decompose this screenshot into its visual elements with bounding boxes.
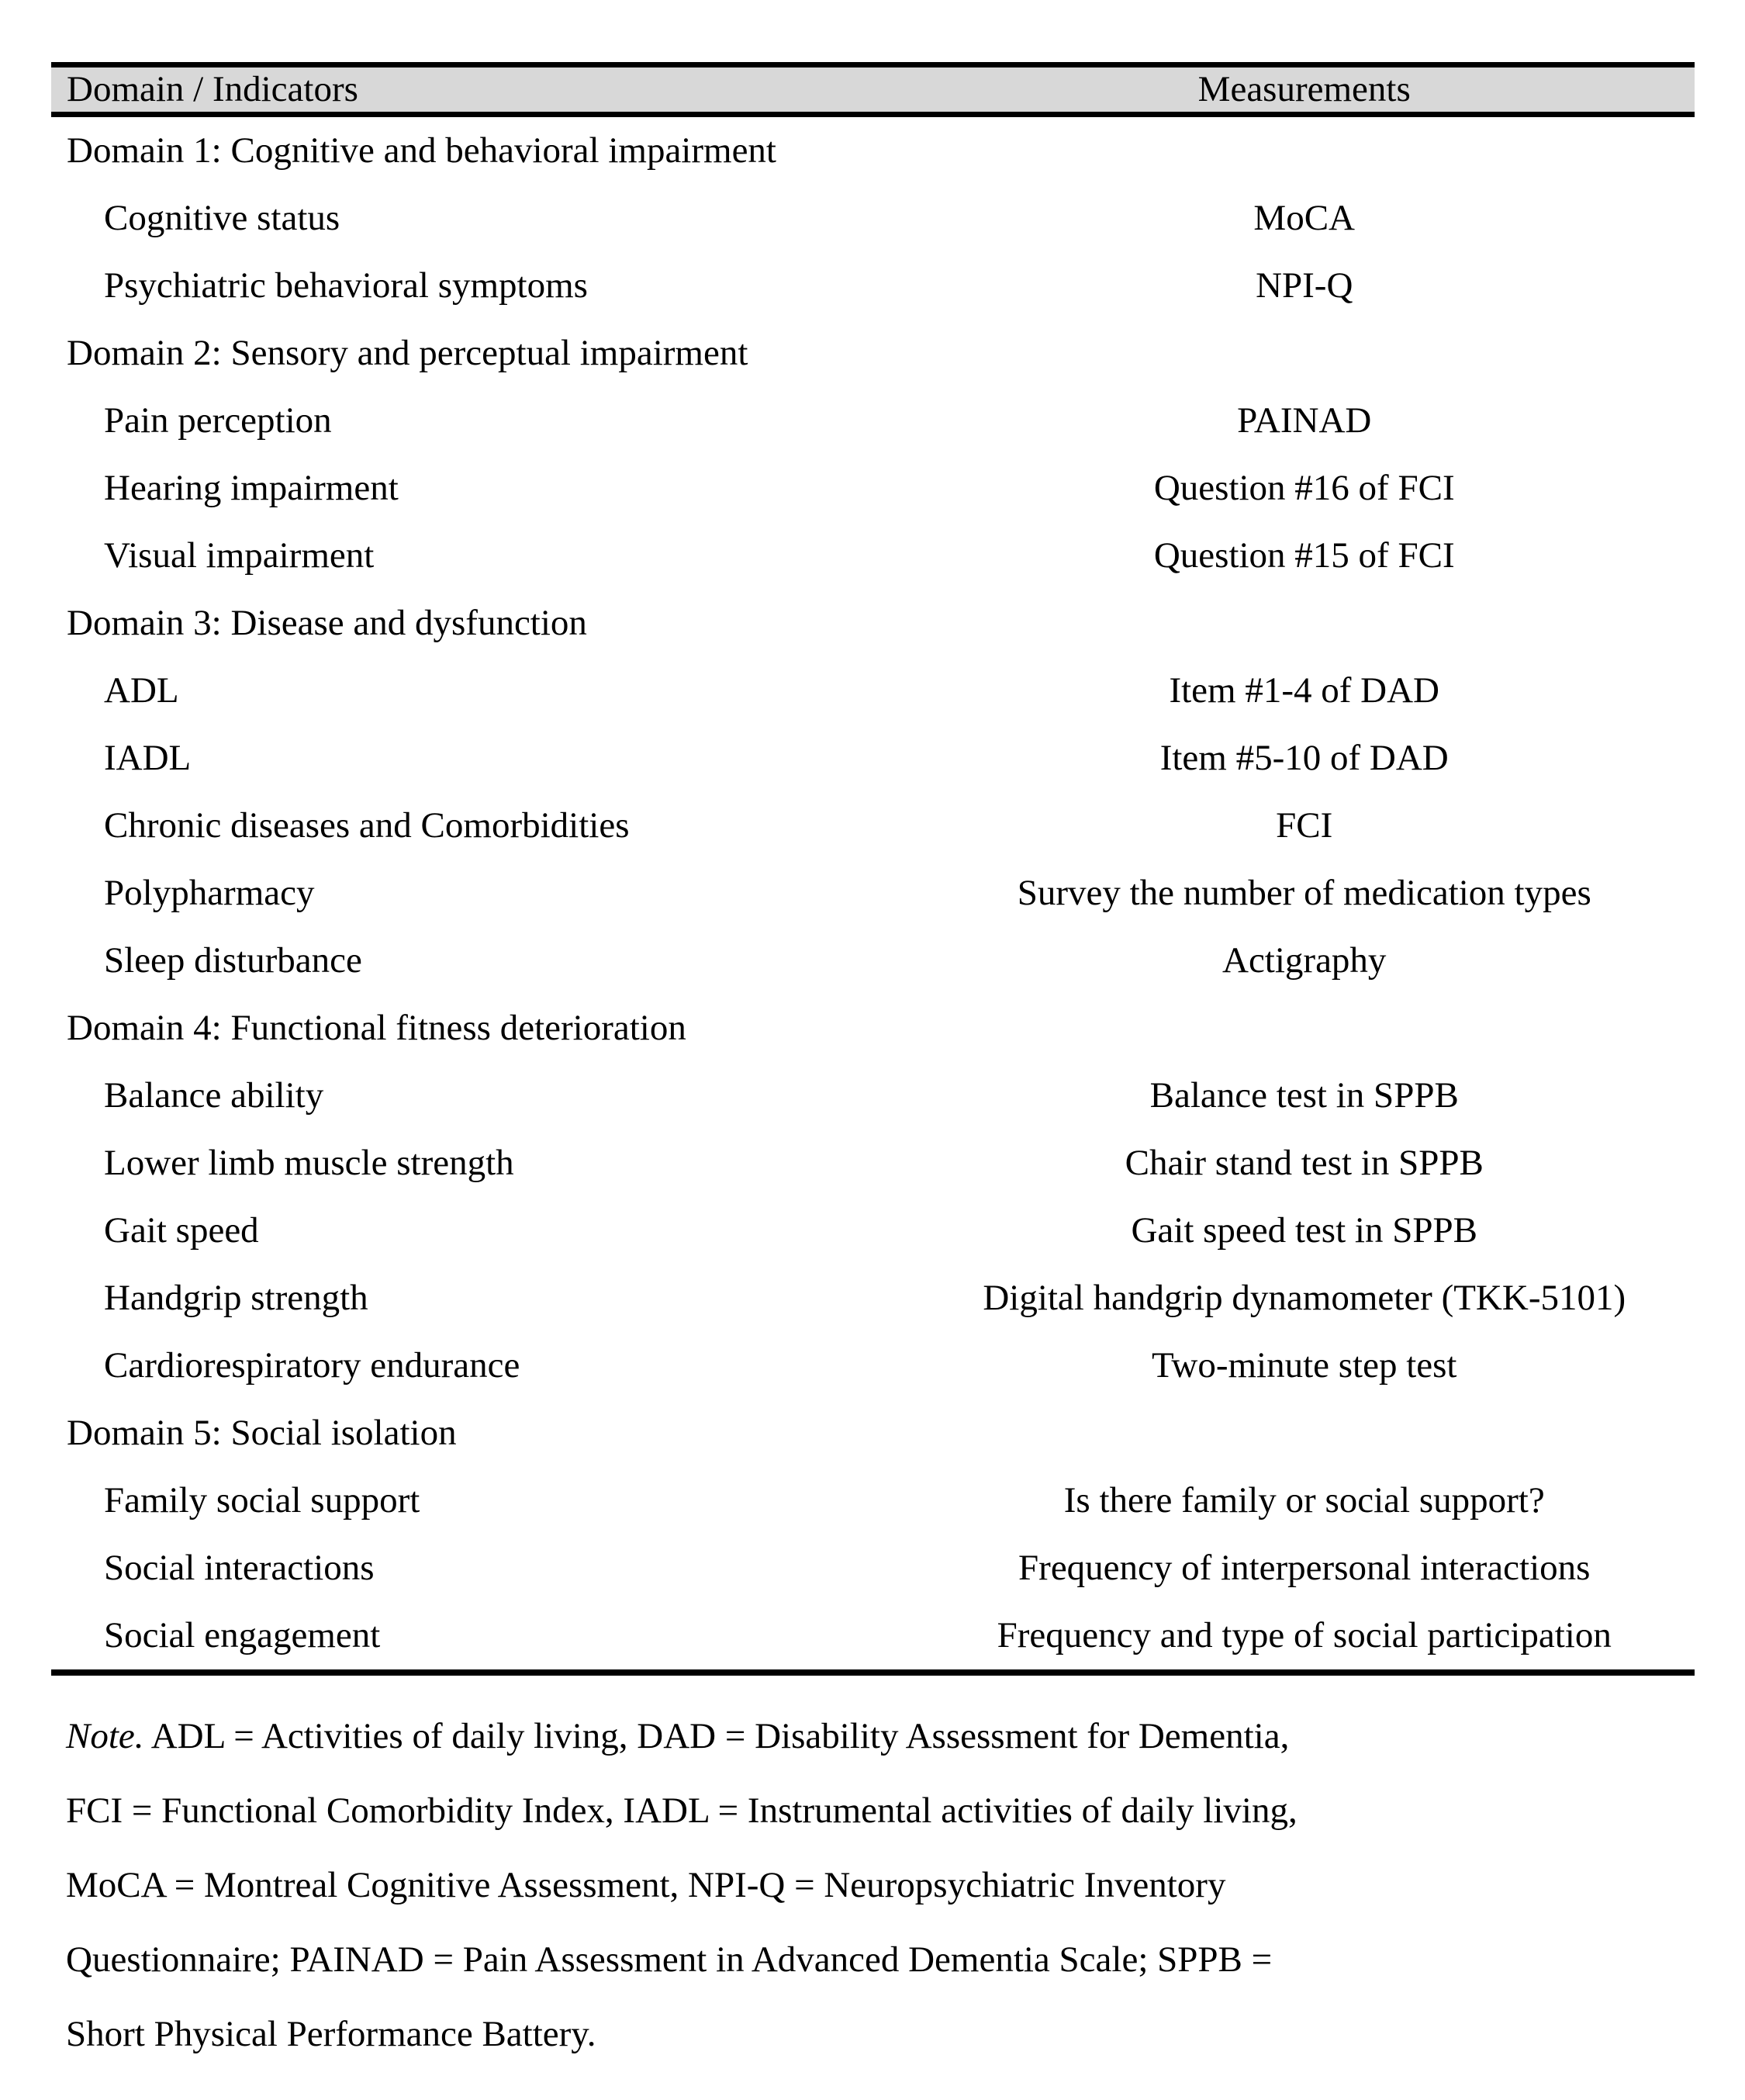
indicator-cell: Sleep disturbance [104,940,362,981]
measurement-cell: Question #16 of FCI [1153,468,1455,508]
table-row [51,522,1695,590]
note-line-2: FCI = Functional Comorbidity Index, IADL = Instrumental activities of daily living, [66,1790,1298,1831]
indicator-cell: Hearing impairment [104,468,399,508]
table-row [51,1130,1695,1197]
note-line-4: Questionnaire; PAINAD = Pain Assessment in Advanced Dementia Scale; SPPB = [66,1939,1273,1980]
measurement-cell: Item #5-10 of DAD [1159,738,1449,778]
measurement-cell: Digital handgrip dynamometer (TKK-5101) [983,1278,1626,1318]
column-header-domain-indicators: Domain / Indicators [67,69,358,109]
table-row [51,860,1695,927]
measurement-cell: PAINAD [1237,400,1372,441]
table-row [51,657,1695,725]
indicator-cell: Family social support [104,1480,420,1521]
indicator-cell: Chronic diseases and Comorbidities [104,805,630,846]
note-line-1-text: ADL = Activities of daily living, DAD = Disability Assessment for Dementia, [143,1716,1290,1756]
indicator-cell: Gait speed [104,1210,259,1251]
note-label: Note. [66,1716,144,1756]
indicator-cell: Cardiorespiratory endurance [104,1345,520,1386]
indicator-cell: Domain 4: Functional fitness deterioration [67,1008,686,1048]
measurement-cell: Actigraphy [1222,940,1387,981]
measurement-cell: Frequency and type of social participation [997,1615,1612,1655]
indicator-cell: Domain 1: Cognitive and behavioral impairment [67,130,776,171]
indicator-cell: Psychiatric behavioral symptoms [104,265,588,306]
measurement-cell: Frequency of interpersonal interactions [1018,1548,1591,1588]
indicator-cell: Domain 5: Social isolation [67,1413,457,1453]
measurement-cell: Question #15 of FCI [1153,535,1455,576]
table-row-domain [51,590,1695,657]
note-line-1 [66,1699,1695,1773]
measurement-cell: MoCA [1253,198,1356,238]
indicator-cell: Social engagement [104,1615,381,1655]
assessment-table [51,62,1695,1676]
table-row [51,185,1695,252]
indicator-cell: Social interactions [104,1548,375,1588]
table-row [51,927,1695,995]
table-row [51,1332,1695,1399]
measurement-cell: Item #1-4 of DAD [1169,670,1439,711]
table-row-domain [51,995,1695,1062]
measurement-cell: NPI-Q [1256,265,1353,306]
table-row [51,455,1695,522]
table-row [51,792,1695,860]
indicator-cell: Cognitive status [104,198,340,238]
column-header-measurements: Measurements [1197,69,1411,109]
indicator-cell: Polypharmacy [104,873,315,913]
table-row [51,1197,1695,1264]
indicator-cell: Visual impairment [104,535,375,576]
table-body [51,117,1695,1676]
measurement-cell: Balance test in SPPB [1149,1075,1459,1116]
table-note [66,1699,1695,2071]
table-row-domain [51,117,1695,185]
measurement-cell: Survey the number of medication types [1017,873,1591,913]
indicator-cell: Balance ability [104,1075,324,1116]
measurement-cell: Gait speed test in SPPB [1131,1210,1477,1251]
measurement-cell: Is there family or social support? [1063,1480,1545,1521]
note-line-3: MoCA = Montreal Cognitive Assessment, NPI-Q = Neuropsychiatric Inventory [66,1865,1226,1905]
table-row [51,252,1695,320]
table-row [51,1602,1695,1669]
indicator-cell: Domain 2: Sensory and perceptual impairment [67,333,748,373]
indicator-cell: Pain perception [104,400,332,441]
indicator-cell: IADL [104,738,192,778]
measurement-cell: Chair stand test in SPPB [1125,1143,1484,1183]
indicator-cell: Lower limb muscle strength [104,1143,514,1183]
indicator-cell: Domain 3: Disease and dysfunction [67,603,587,643]
table-row [51,1534,1695,1602]
table-header-row [51,62,1695,117]
measurement-cell: Two-minute step test [1151,1345,1457,1386]
table-row-domain [51,1399,1695,1467]
table-row-domain [51,320,1695,387]
table-row [51,1062,1695,1130]
table-row [51,1467,1695,1534]
table-row [51,1264,1695,1332]
note-line-5: Short Physical Performance Battery. [66,2014,596,2054]
table-row [51,387,1695,455]
table-row [51,725,1695,792]
indicator-cell: Handgrip strength [104,1278,368,1318]
measurement-cell: FCI [1276,805,1333,846]
indicator-cell: ADL [104,670,179,711]
